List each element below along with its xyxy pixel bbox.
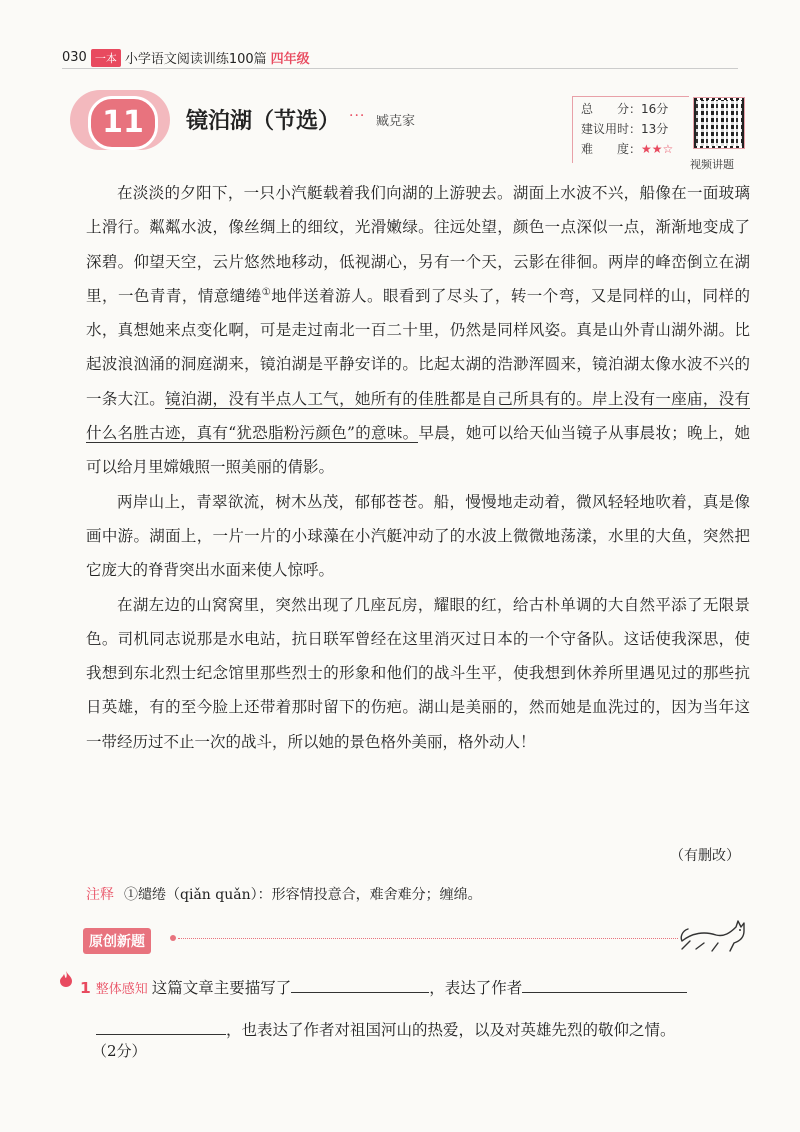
section-title: 原创新题 (83, 928, 151, 954)
question-tag: 整体感知 (95, 982, 148, 997)
book-logo: 一本 (91, 49, 121, 67)
suggested-time-label: 建议用时： (581, 122, 642, 136)
underlined-sentence: 镜泊湖，没有半点人工气，她所有的佳胜都是自己所具有的。岸上没有一座庙，没有什么名胜古迹，真有“犹恐脂粉污颜色”的意味。 (86, 389, 750, 443)
cat-illustration-icon (678, 915, 748, 955)
annotation (86, 884, 482, 904)
qr-code-icon[interactable] (693, 97, 745, 149)
title-dots: ··· (349, 108, 366, 124)
article-body (86, 176, 750, 759)
question-1 (80, 968, 760, 1050)
qr-video-label: 视频讲题 (690, 158, 734, 171)
header-divider (62, 68, 738, 69)
answer-blank-2[interactable] (522, 976, 687, 993)
page-number: 030 (62, 50, 87, 65)
difficulty-label: 难 度： (581, 142, 642, 156)
section-divider (178, 938, 678, 939)
lesson-title: 镜泊湖（节选） (186, 109, 341, 134)
flame-icon (60, 971, 72, 987)
annotation-label: 注释 (86, 887, 114, 903)
question-score: （2分） (92, 1042, 147, 1060)
book-title: 小学语文阅读训练100篇 (124, 52, 267, 67)
difficulty-stars: ★★☆ (641, 142, 674, 156)
suggested-time: 13分 (641, 122, 669, 136)
lesson-number: 11 (88, 96, 158, 150)
grade-label: 四年级 (270, 52, 310, 67)
total-score: 16分 (641, 102, 669, 116)
paragraph-3: 在湖左边的山窝窝里，突然出现了几座瓦房，耀眼的红，给古朴单调的大自然平添了无限景色。司机同志说那是水电站，抗日联军曾经在这里消灭过日本的一个守备队。这话使我深思，使我想到东北烈士纪念馆里那些烈士的形象和他们的战斗生平，使我想到休养所里遇见过的那些抗日英雄，有的至今脸上还带着那时留下的伤疤。湖山是美丽的，然而她是血洗过的，因为当年这一带经历过不止一次的战斗，所以她的景色格外美丽，格外动人！ (86, 595, 750, 751)
answer-blank-3[interactable] (96, 1018, 226, 1035)
annotation-text: ①缱绻（qiǎn quǎn）：形容情投意合，难舍难分；缠绵。 (124, 887, 482, 903)
footnote-marker: ① (261, 286, 272, 298)
paragraph-2: 两岸山上，青翠欲流，树木丛茂，郁郁苍苍。船，慢慢地走动着，微风轻轻地吹着，真是像画中游。湖面上，一片一片的小球藻在小汽艇冲动了的水波上微微地荡漾，水里的大鱼，突然把它庞大的脊背突出水面来使人惊呼。 (86, 492, 750, 580)
lesson-author: 臧克家 (376, 114, 416, 129)
lesson-info-box (572, 96, 689, 163)
section-dot (170, 935, 176, 941)
page-header (62, 48, 310, 67)
total-score-label: 总 分： (581, 102, 642, 116)
answer-blank-1[interactable] (291, 976, 429, 993)
question-text-3: ，也表达了作者对祖国河山的热爱，以及对英雄先烈的敬仰之情。 (226, 1021, 676, 1039)
question-text-1: 这篇文章主要描写了 (151, 979, 292, 997)
source-note: （有删改） (670, 848, 740, 864)
question-number: 1 (80, 979, 91, 997)
paragraph-1: 在淡淡的夕阳下，一只小汽艇载着我们向湖的上游驶去。湖面上水波不兴，船像在一面玻璃上滑行。粼粼水波，像丝绸上的细纹，光滑嫩绿。往远处望，颜色一点深似一点，渐渐地变成了深碧。仰望天空，云片悠然地移动，低视湖心，另有一个天，云影在徘徊。两岸的峰峦倒立在湖里，一色青青，情意缱绻①地伴送着游人。眼看到了尽头了，转一个弯，又是同样的山，同样的水，真想她来点变化啊，可是走过南北一百二十里，仍然是同样风姿。真是山外青山湖外湖。比起波浪汹涌的洞庭湖来，镜泊湖是平静安详的。比起太湖的浩渺浑圆来，镜泊湖太像水波不兴的一条大江。镜泊湖，没有半点人工气，她所有的佳胜都是自己所具有的。岸上没有一座庙，没有什么名胜古迹，真有“犹恐脂粉污颜色”的意味。早晨，她可以给天仙当镜子从事晨妆；晚上，她可以给月里嫦娥照一照美丽的倩影。 (86, 184, 750, 477)
question-text-2: ，表达了作者 (429, 979, 523, 997)
